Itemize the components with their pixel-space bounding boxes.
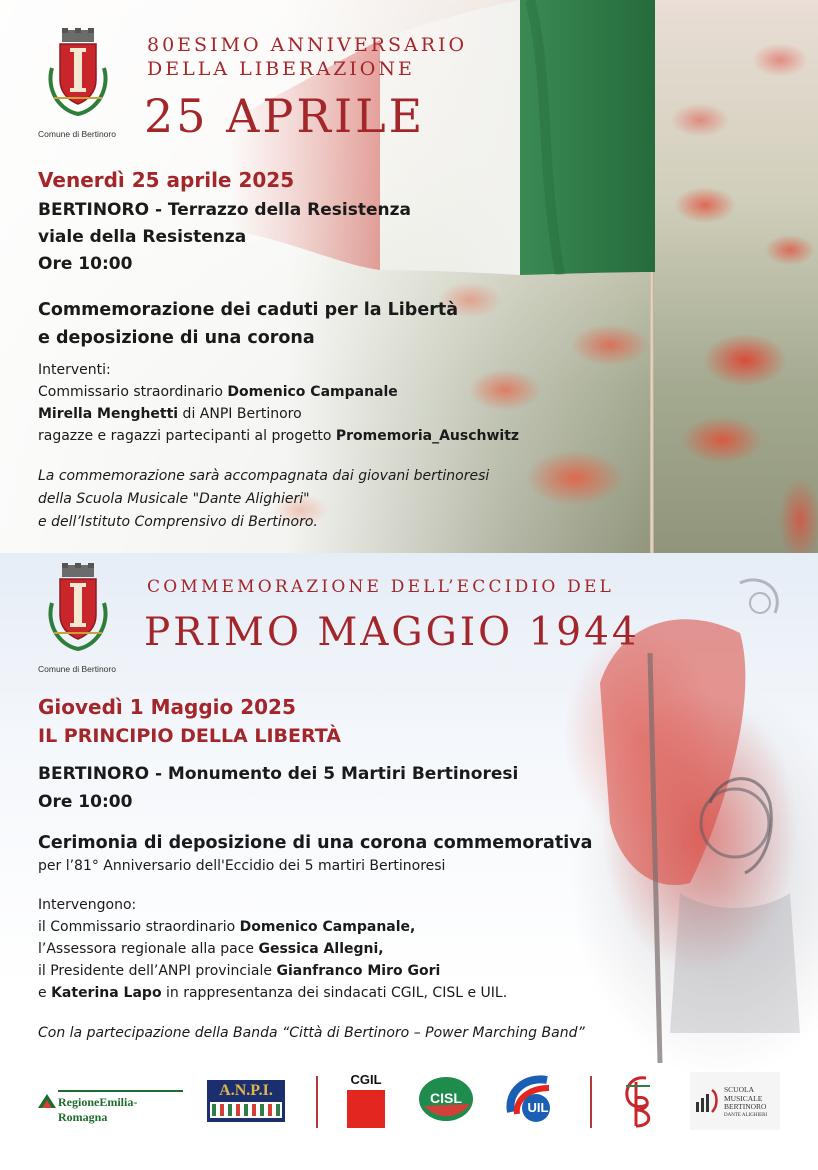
title-25-aprile: 25 APRILE (144, 89, 426, 143)
bertinoro-crest-icon (42, 28, 114, 118)
regione-flag-icon (38, 1094, 56, 1108)
scuola-line-4: DANTE ALIGHIERI (724, 1112, 768, 1118)
regione-top-rule (58, 1090, 183, 1092)
speaker-3-name: Promemoria_Auschwitz (335, 428, 520, 444)
comune-label: Comune di Bertinoro (38, 129, 116, 139)
scuola-line-3: BERTINORO (724, 1102, 767, 1111)
speaker-may-2-role: l’Assessora regionale alla pace (38, 941, 259, 957)
speaker-2-role: di ANPI Bertinoro (178, 406, 302, 422)
ceremony-line-1: Cerimonia di deposizione di una corona commemorativa (38, 833, 593, 853)
speaker-may-2-name: Gessica Allegni, (258, 941, 384, 957)
speaker-3-role: ragazze e ragazzi partecipanti al progetto (38, 428, 336, 444)
scuola-musicale-logo (690, 1072, 780, 1130)
band-participation: Con la partecipazione della Banda “Città di Bertinoro – Power Marching Band” (38, 1025, 585, 1041)
logo-separator-1 (316, 1076, 318, 1128)
cb-monogram-logo (620, 1072, 656, 1130)
date-may: Giovedì 1 Maggio 2025 (38, 695, 296, 719)
music-note-icon (696, 1086, 720, 1116)
kicker-anniversary: 80ESIMO ANNIVERSARIO (147, 34, 468, 56)
intervengono-label: Intervengono: (38, 897, 137, 913)
speaker-may-4 (38, 985, 507, 1001)
date-april: Venerdì 25 aprile 2025 (38, 168, 295, 192)
time-april: Ore 10:00 (38, 254, 133, 274)
speaker-may-3 (38, 963, 440, 979)
speaker-1-role: Commissario straordinario (38, 384, 228, 400)
liberation-day-section (0, 0, 818, 553)
anpi-logo-text: A.N.P.I. (219, 1082, 273, 1099)
note-line-1: La commemorazione sarà accompagnata dai giovani bertinoresi (38, 468, 490, 484)
primo-maggio-section (0, 553, 818, 1170)
speaker-3 (38, 428, 519, 444)
ceremony-line-2: per l’81° Anniversario dell'Eccidio dei 5 martiri Bertinoresi (38, 858, 446, 874)
scuola-line-1: SCUOLA (724, 1085, 755, 1094)
speaker-1 (38, 384, 398, 400)
speaker-may-2 (38, 941, 384, 957)
uil-logo (503, 1074, 561, 1124)
speaker-may-4-name: Katerina Lapo (51, 985, 162, 1001)
kicker-liberation: DELLA LIBERAZIONE (147, 58, 415, 80)
speaker-may-4-post: in rappresentanza dei sindacati CGIL, CISL e UIL. (161, 985, 508, 1001)
speaker-may-3-role: il Presidente dell’ANPI provinciale (38, 963, 277, 979)
speaker-1-name: Domenico Campanale (227, 384, 398, 400)
title-primo-maggio: PRIMO MAGGIO 1944 (144, 610, 640, 655)
bertinoro-crest-icon-2 (42, 563, 114, 653)
event-line-2: e deposizione di una corona (38, 328, 315, 348)
cgil-logo-text: CGIL (350, 1072, 382, 1087)
speaker-may-3-name: Gianfranco Miro Gori (276, 963, 441, 979)
scuola-line-2: MUSICALE (724, 1093, 763, 1103)
place-line-1: BERTINORO - Terrazzo della Resistenza (38, 200, 411, 220)
time-may: Ore 10:00 (38, 792, 133, 812)
logo-separator-2 (590, 1076, 592, 1128)
place-line-2: viale della Resistenza (38, 227, 247, 247)
note-line-3: e dell’Istituto Comprensivo di Bertinoro. (38, 514, 318, 530)
sponsor-logos-row (0, 1068, 818, 1148)
event-line-1: Commemorazione dei caduti per la Libertà (38, 300, 459, 320)
interventi-label: Interventi: (38, 362, 111, 378)
regione-emilia-romagna-logo (38, 1090, 183, 1124)
note-line-2: della Scuola Musicale "Dante Alighieri" (38, 491, 310, 507)
speaker-2 (38, 406, 302, 422)
subtitle-principio: IL PRINCIPIO DELLA LIBERTÀ (38, 725, 341, 747)
speaker-may-1 (38, 919, 415, 935)
anpi-logo (207, 1080, 285, 1122)
speaker-may-4-pre: e (38, 985, 52, 1001)
speaker-2-name: Mirella Menghetti (38, 406, 179, 422)
speaker-may-1-role: il Commissario straordinario (38, 919, 240, 935)
regione-logo-text: RegioneEmilia-Romagna (58, 1095, 138, 1124)
cisl-logo-text: CISL (430, 1090, 462, 1106)
kicker-eccidio: COMMEMORAZIONE DELL’ECCIDIO DEL (147, 577, 615, 597)
uil-logo-text: UIL (527, 1100, 549, 1115)
scuola-text-block (724, 1086, 767, 1120)
cisl-logo (418, 1076, 474, 1122)
place-may: BERTINORO - Monumento dei 5 Martiri Bertinoresi (38, 764, 519, 784)
comune-label-2: Comune di Bertinoro (38, 664, 116, 674)
cgil-red-square (347, 1090, 385, 1128)
cgil-logo (345, 1072, 387, 1130)
speaker-may-1-name: Domenico Campanale, (239, 919, 416, 935)
